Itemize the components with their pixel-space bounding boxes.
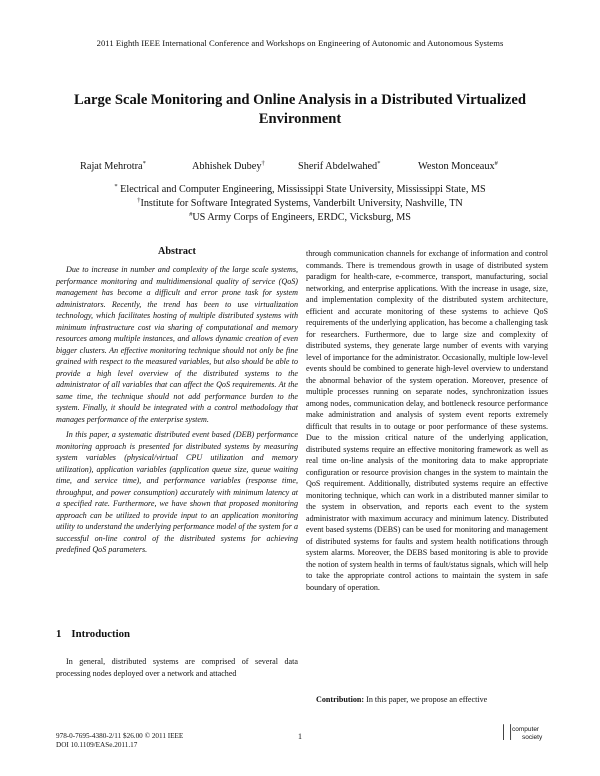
conference-header: 2011 Eighth IEEE International Conference and Workshops on Engineering of Autonomic and Autonomous Systems bbox=[96, 38, 504, 48]
section-number: 1 bbox=[56, 628, 62, 640]
computer-society-logo bbox=[500, 722, 556, 744]
abstract-paragraph-2: In this paper, a systematic distributed event based (DEB) performance monitoring approach is presented for distributed systems by measuring system variables (physical/virtual CPU utilization and memory utilization), application variables (application queue size, queue waiting time, and service time), and performance variables (response time, throughput, and power consumption) accurately with minimum latency at a specified rate. Furthermore, we have shown that proposed monitoring approach can be utilized to provide input to an application monitoring utility to understand the underlying performance model of the system for a successful on-line control of the distributed systems for achieving predefined QoS parameters. bbox=[56, 430, 298, 554]
abstract-heading: Abstract bbox=[158, 246, 196, 257]
intro-paragraph-1: In general, distributed systems are comprised of several data processing nodes deployed over a network and attached bbox=[56, 657, 298, 678]
author-1 bbox=[80, 160, 146, 172]
author-mark: # bbox=[494, 160, 498, 167]
affiliation-text: Institute for Software Integrated Systems, Vanderbilt University, Nashville, TN bbox=[140, 198, 463, 209]
right-column-body bbox=[306, 248, 548, 593]
author-name: Abhishek Dubey bbox=[192, 161, 262, 172]
affiliation-text: US Army Corps of Engineers, ERDC, Vicksburg, MS bbox=[192, 212, 411, 223]
section-title: Introduction bbox=[71, 628, 131, 640]
logo-text-line1: computer bbox=[512, 726, 540, 733]
contribution-text: In this paper, we propose an effective bbox=[364, 695, 488, 704]
affiliation-mark: † bbox=[137, 197, 141, 204]
right-paragraph-1: through communication channels for exchange of information and control commands. There is tremendous growth in usage of distributed system paradigm for health-care, e-commerce, transport, manufacturing, social networking, and enterprise applications. With the increase in usage, size, and implementation complexity of the distributed system architecture, efficient and accurate monitoring of these systems to achieve QoS requirements of the underlying application, has become a challenging task for researchers. Furthermore, due to large size and complexity of distributed systems, they generate large number of events with varying level of importance for the administrator. Occasionally, multiple low-level events should be combined to generate high-level overview to understand the abnormal behavior of the system operation. Moreover, presence of multiple processes running on separate nodes, synchronization issues among nodes, communication delay, and bottleneck resource performance make administration and analysis of system event reports extremely difficult that results in to outage or poor performance of these systems. Due to the mission critical nature of the underlying application, distributed systems require an effective monitoring framework as well as real time on-line analysis of the monitoring data to make appropriate configuration or resource provision changes in the system to maintain the QoS requirement. Additionally, distributed systems require an effective monitoring technique, which can work in a distributed manner similar to the system in observation, and reports each event to the system administrator with maximum accuracy and minimum latency. Distributed event based systems (DEBS) can be used for monitoring and management of distributed systems for faults and system health notifications through system alarms. Moreover, the DEBS based monitoring is able to provide the notion of system health in terms of fault/status signals, which will help to take the appropriate control actions to maintain the system in safe boundary of operation. bbox=[306, 249, 548, 592]
abstract-body bbox=[56, 264, 298, 556]
author-3 bbox=[298, 160, 380, 172]
abstract-paragraph-1: Due to increase in number and complexity of the large scale systems, performance monitoring and multidimensional quality of service (QoS) management has become a difficult and error prone task for system administrators. Recently, the trend has been to use virtualization technology, which facilitates hosting of multiple distributed systems with minimum infrastructure cost via sharing of computational and memory resources among multiple instances, and allows dynamic creation of even bigger clusters. An effective monitoring technique should not only be fine grained with respect to the measured variables, but also should be able to provide a high level overview of the distributed systems to the administrator of all variables that can affect the QoS requirements. At the same time, the technique should not add performance burden to the system. Finally, it should be integrated with a control methodology that manages performance of the enterprise system. bbox=[56, 265, 298, 424]
intro-body bbox=[56, 656, 298, 679]
affiliation-mark: # bbox=[189, 211, 193, 218]
author-name: Sherif Abdelwahed bbox=[298, 161, 378, 172]
author-name: Weston Monceaux bbox=[418, 161, 495, 172]
contribution-paragraph bbox=[306, 694, 548, 706]
logo-text-line2: society bbox=[522, 734, 543, 741]
page-number: 1 bbox=[298, 732, 302, 741]
author-mark: * bbox=[377, 160, 381, 167]
author-2 bbox=[192, 160, 265, 172]
author-mark: † bbox=[261, 160, 265, 167]
footer-doi: DOI 10.1109/EASe.2011.17 bbox=[56, 741, 138, 749]
author-4 bbox=[418, 160, 498, 172]
logo-mark-icon: ││ bbox=[500, 724, 515, 739]
author-name: Rajat Mehrotra bbox=[80, 161, 143, 172]
paper-title: Large Scale Monitoring and Online Analysis in a Distributed Virtualized Environment bbox=[73, 92, 527, 127]
author-mark: * bbox=[142, 160, 146, 167]
affiliation-mark: * bbox=[114, 183, 118, 190]
contribution-label: Contribution: bbox=[316, 695, 365, 704]
affiliation-text: Electrical and Computer Engineering, Mississippi State University, Mississippi State, MS bbox=[117, 184, 486, 195]
footer-isbn: 978-0-7695-4380-2/11 $26.00 © 2011 IEEE bbox=[56, 732, 184, 740]
section-heading-introduction bbox=[56, 628, 130, 640]
affiliation-3 bbox=[0, 208, 600, 226]
